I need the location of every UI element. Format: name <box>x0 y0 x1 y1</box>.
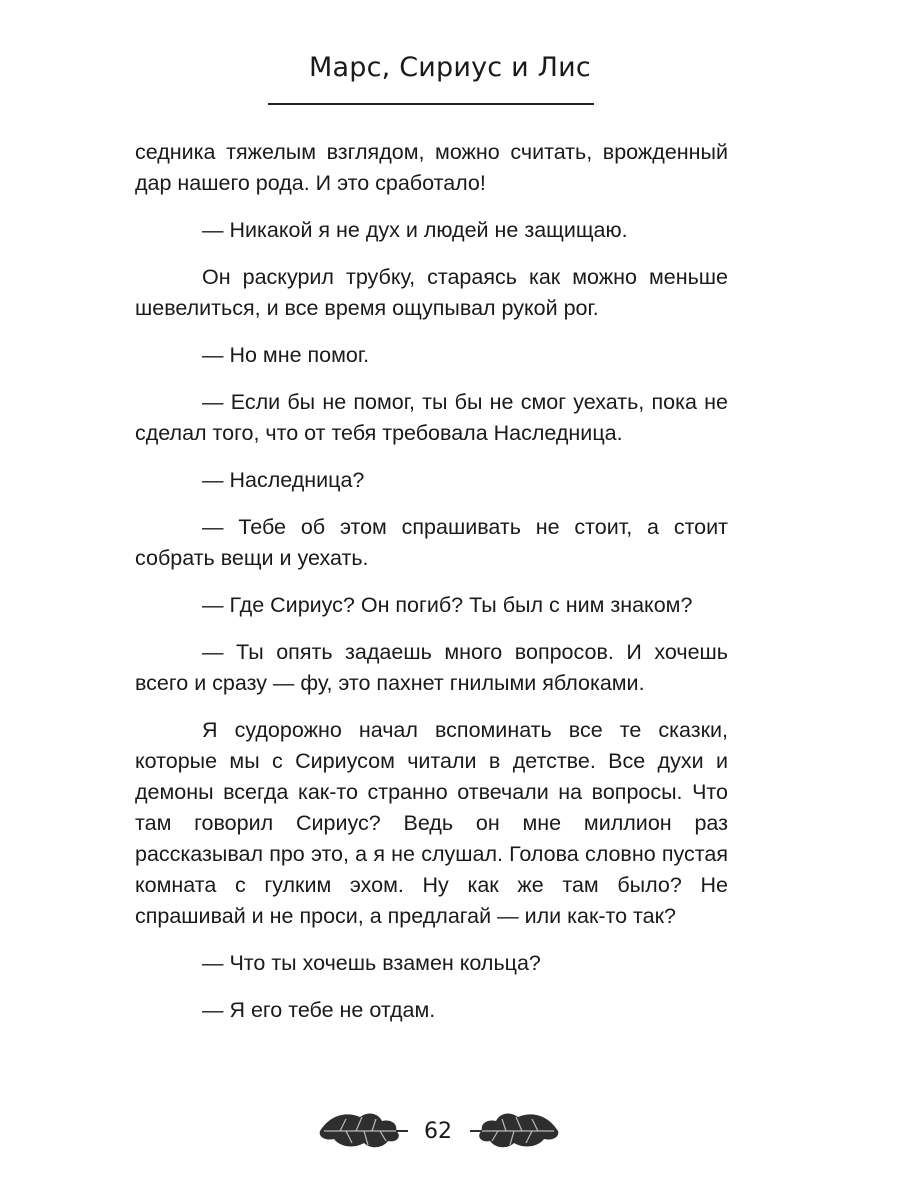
body-text <box>135 137 728 1042</box>
paragraph: — Наследница? <box>202 468 365 492</box>
paragraph: — Если бы не помог, ты бы не смог уехать, пока не сделал того, что от тебя требовала Наследница. <box>135 390 728 445</box>
running-head-title: Марс, Сириус и Лис <box>309 52 591 83</box>
paragraph: Он раскурил трубку, стараясь как можно меньше шевелиться, и все время ощупывал рукой рог. <box>135 265 728 320</box>
header-rule <box>268 103 594 105</box>
paragraph: седника тяжелым взглядом, можно считать, врожденный дар нашего рода. И это сработало! <box>135 140 728 195</box>
paragraph: — Никакой я не дух и людей не защищаю. <box>202 218 628 242</box>
paragraph: — Но мне помог. <box>202 343 370 367</box>
page-number: 62 <box>424 1119 452 1144</box>
oak-leaf-left-icon <box>316 1107 408 1153</box>
paragraph: — Ты опять задаешь много вопросов. И хочешь всего и сразу — фу, это пахнет гнилыми яблоками. <box>135 640 728 695</box>
paragraph: — Где Сириус? Он погиб? Ты был с ним знаком? <box>202 593 693 617</box>
oak-leaf-right-icon <box>470 1107 562 1153</box>
paragraph: — Что ты хочешь взамен кольца? <box>202 951 541 975</box>
paragraph: — Тебе об этом спрашивать не стоит, а стоит собрать вещи и уехать. <box>135 515 728 570</box>
paragraph: Я судорожно начал вспоминать все те сказки, которые мы с Сириусом читали в детстве. Все духи и демоны всегда как-то странно отвечали на вопросы. Что там говорил Сириус? Ведь он мне миллион раз рассказывал про это, а я не слушал. Голова словно пустая комната с гулким эхом. Ну как же там было? Не спрашивай и не проси, а предлагай — или как-то так? <box>135 718 728 928</box>
page-footer <box>0 1107 900 1157</box>
paragraph: — Я его тебе не отдам. <box>202 998 436 1022</box>
